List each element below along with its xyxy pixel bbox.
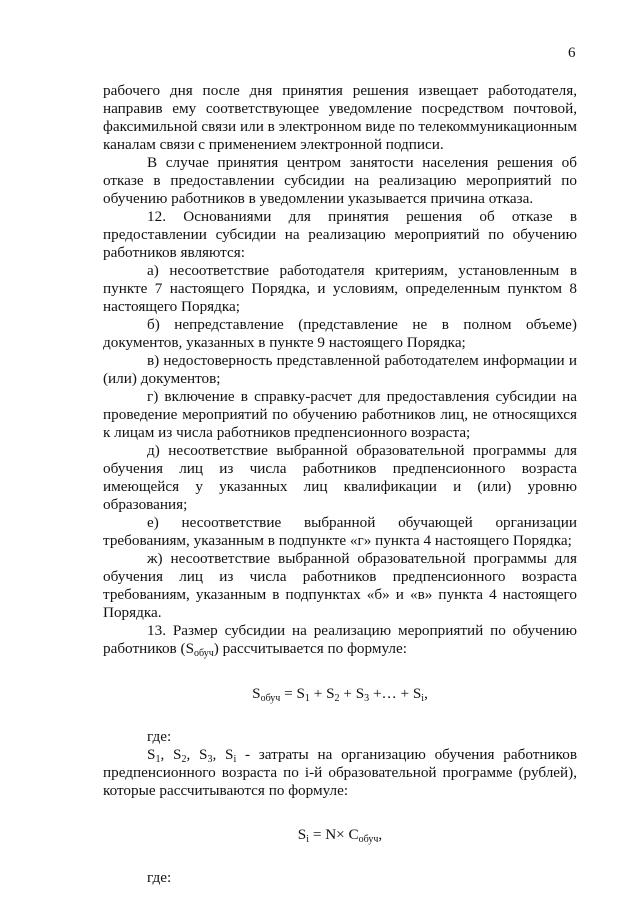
formula-si: $S_i = N\times C_{обуч}$, [297, 826, 383, 845]
list-item-b: б) непредставление (представление не в полном объеме) документов, указанных в пункте 9 настоящего Порядка; [103, 316, 577, 351]
definition-si: $S_1$, $S_2$, $S_3$, $S_i$ - затраты на организацию обучения работников предпенсионного возраста по i-й образовательной программе (рублей), которые рассчитываются по формуле: [103, 746, 578, 799]
where-label-2: где: [147, 869, 172, 886]
list-item-g: г) включение в справку-расчет для предоставления субсидии на проведение мероприятий по обучению работников лиц, не относящихся к лицам из числа работников предпенсионного возраста; [103, 388, 577, 441]
list-item-zh: ж) несоответствие выбранной образовательной программы для обучения лиц из числа работников предпенсионного возраста требованиям, указанным в подпунктах «б» и «в» пункта 4 настоящего Порядка. [103, 550, 577, 621]
where-label-1: где: [147, 728, 172, 745]
paragraph-refusal-reason: В случае принятия центром занятости населения решения об отказе в предоставлении субсидии на реализацию мероприятий по обучению работников в уведомлении указывается причина отказа. [103, 154, 577, 207]
paragraph-12-grounds: 12. Основаниями для принятия решения об отказе в предоставлении субсидии на реализацию мероприятий по обучению работников являются: [103, 208, 577, 261]
list-item-d: д) несоответствие выбранной образовательной программы для обучения лиц из числа работников предпенсионного возраста имеющейся у указанных лиц квалификации и (или) уровню образования; [103, 442, 577, 513]
formula-total-subsidy: $S_{обуч} = S_1 + S_2 + S_3$ +… + $S_i$, [252, 685, 428, 704]
list-item-e: е) несоответствие выбранной обучающей организации требованиям, указанным в подпункте «г» пункта 4 настоящего Порядка; [103, 514, 577, 549]
page-number: 6 [568, 45, 576, 61]
list-item-a: а) несоответствие работодателя критериям, установленным в пункте 7 настоящего Порядка, и условиям, определенным пунктом 8 настоящего Порядка; [103, 262, 577, 315]
list-item-v: в) недостоверность представленной работодателем информации и (или) документов; [103, 352, 577, 387]
paragraph-13-subsidy-size: 13. Размер субсидии на реализацию мероприятий по обучению работников $(S_{обуч})$ рассчитывается по формуле: [103, 622, 577, 659]
document-body [103, 82, 577, 887]
paragraph-notification-continued: рабочего дня после дня принятия решения извещает работодателя, направив ему соответствующее уведомление посредством почтовой, факсимильной связи или в электронном виде по телекоммуникационным каналам связи с применением электронной подписи. [103, 82, 577, 153]
